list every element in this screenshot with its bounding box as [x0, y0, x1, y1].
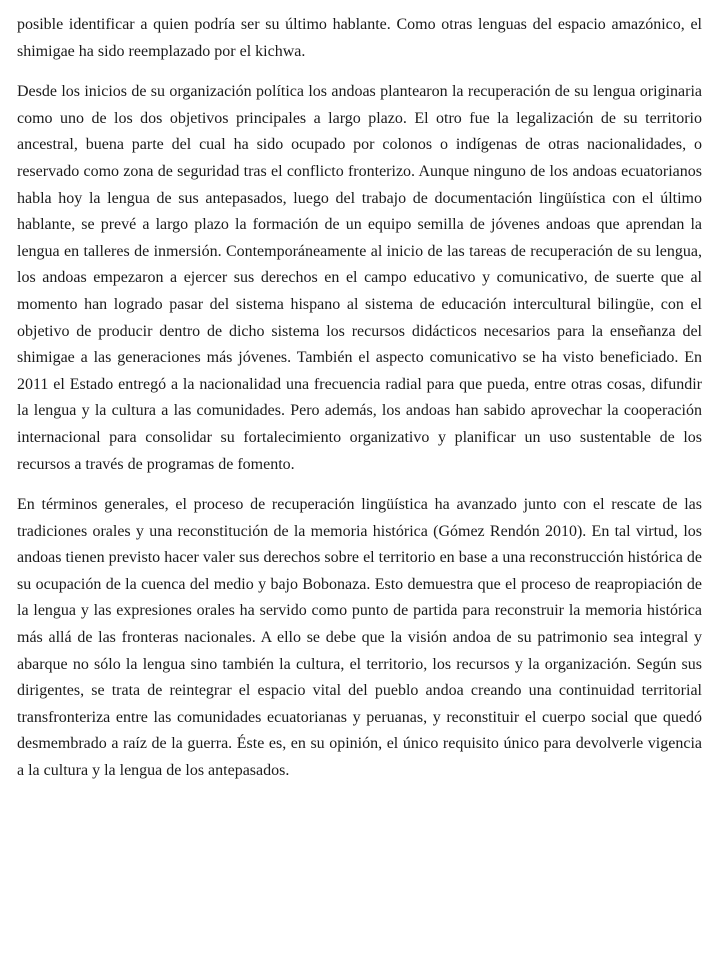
paragraph-historical-memory: En términos generales, el proceso de recuperación lingüística ha avanzado junto con el rescate de las tradiciones orales y una reconstitución de la memoria histórica (Gómez Rendón 2010). En tal virtud, los andoas tienen previsto hacer valer sus derechos sobre el territorio en base a una reconstrucción histórica de su ocupación de la cuenca del medio y bajo Bobonaza. Esto demuestra que el proceso de reapropiación de la lengua y las expresiones orales ha servido como punto de partida para reconstruir la memoria histórica más allá de las fronteras nacionales. A ello se debe que la visión andoa de su patrimonio sea integral y abarque no sólo la lengua sino también la cultura, el territorio, los recursos y la organización. Según sus dirigentes, se trata de reintegrar el espacio vital del pueblo andoa creando una continuidad territorial transfronteriza entre las comunidades ecuatorianas y peruanas, y reconstituir el cuerpo social que quedó desmembrado a raíz de la guerra. Éste es, en su opinión, el único requisito único para devolverle vigencia a la cultura y la lengua de los antepasados.: [17, 496, 702, 780]
paragraph-continuation: posible identificar a quien podría ser su último hablante. Como otras lenguas del espacio amazónico, el shimigae ha sido reemplazado por el kichwa.: [17, 16, 702, 60]
document-body: [17, 12, 702, 785]
paragraph-language-recovery: Desde los inicios de su organización política los andoas plantearon la recuperación de su lengua originaria como uno de los dos objetivos principales a largo plazo. El otro fue la legalización de su territorio ancestral, buena parte del cual ha sido ocupado por colonos o indígenas de otras nacionalidades, o reservado como zona de seguridad tras el conflicto fronterizo. Aunque ninguno de los andoas ecuatorianos habla hoy la lengua de sus antepasados, luego del trabajo de documentación lingüística con el último hablante, se prevé a largo plazo la formación de un equipo semilla de jóvenes andoas que aprendan la lengua en talleres de inmersión. Contemporáneamente al inicio de las tareas de recuperación de su lengua, los andoas empezaron a ejercer sus derechos en el campo educativo y comunicativo, de suerte que al momento han logrado pasar del sistema hispano al sistema de educación intercultural bilingüe, con el objetivo de producir dentro de dicho sistema los recursos didácticos necesarios para la enseñanza del shimigae a las generaciones más jóvenes. También el aspecto comunicativo se ha visto beneficiado. En 2011 el Estado entregó a la nacionalidad una frecuencia radial para que pueda, entre otras cosas, difundir la lengua y la cultura a las comunidades. Pero además, los andoas han sabido aprovechar la cooperación internacional para consolidar su fortalecimiento organizativo y planificar un uso sustentable de los recursos a través de programas de fomento.: [17, 83, 702, 473]
